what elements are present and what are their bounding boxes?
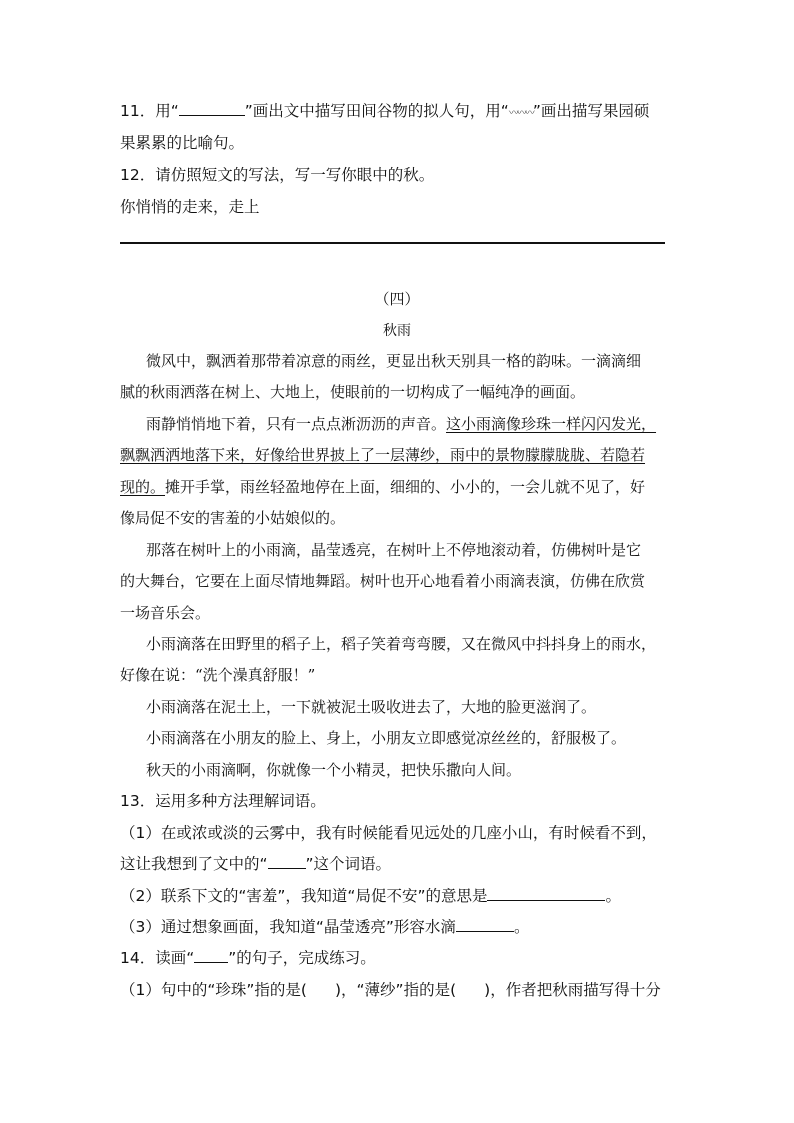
passage-p1-line2: 腻的秋雨洒落在树上、大地上，使眼前的一切构成了一幅纯净的画面。	[120, 383, 586, 401]
passage-p5: 小雨滴落在泥土上，一下就被泥土吸收进去了，大地的脸更滋润了。	[146, 698, 597, 716]
q13-s2-text-b: 。	[605, 887, 621, 905]
q14-s1	[120, 979, 661, 1001]
q14-s1-text-a: （1）句中的“珍珠”指的是(	[120, 981, 307, 999]
passage-p4-line1: 小雨滴落在田野里的稻子上，稻子笑着弯弯腰，又在微风中抖抖身上的雨水，	[146, 635, 657, 653]
q13-s1-text-b: ”这个词语。	[305, 855, 392, 873]
q13-title: 13．运用多种方法理解词语。	[120, 792, 326, 810]
passage-p2-text-a: 雨静悄悄地下着，只有一点点淅沥沥的声音。	[146, 415, 447, 433]
q13-s2-blank[interactable]	[487, 886, 605, 901]
passage-title: 秋雨	[383, 323, 411, 339]
q14-underline-mark	[194, 948, 228, 963]
section-number: （四）	[374, 290, 420, 308]
passage-p2-line1	[146, 413, 656, 435]
underlined-sentence-part2: 飘飘洒洒地落下来，好像给世界披上了一层薄纱，雨中的景物朦朦胧胧、若隐若	[120, 446, 646, 464]
q13-s3-text-b: 。	[513, 918, 530, 936]
q13-s1-line1: （1）在或浓或淡的云雾中，我有时候能看见远处的几座小山，有时候看不到，	[120, 824, 657, 842]
q11-text-c: ”画出描写果园硕	[532, 102, 650, 120]
q14-title-text-b: ”的句子，完成练习。	[228, 949, 376, 967]
q12-answer-line[interactable]	[120, 242, 665, 244]
q13-s2	[120, 885, 621, 907]
q13-s1-blank[interactable]	[268, 854, 306, 869]
q11-line1	[120, 100, 649, 125]
passage-p6: 小雨滴落在小朋友的脸上、身上，小朋友立即感觉凉丝丝的，舒服极了。	[146, 729, 627, 747]
q12-line2: 你悄悄的走来，走上	[120, 198, 260, 216]
q13-s3-blank[interactable]	[456, 917, 514, 932]
q14-s1-text-b: )，“薄纱”指的是(	[334, 981, 457, 999]
q13-s1-line2	[120, 853, 391, 875]
q12-line1: 12．请仿照短文的写法，写一写你眼中的秋。	[120, 166, 435, 184]
wavy-line-mark: 〰〰〰	[508, 108, 533, 119]
q14-s1-text-c: )，作者把秋雨描写得十分	[484, 981, 661, 999]
passage-p3-line2: 的大舞台，它要在上面尽情地舞蹈。树叶也开心地看着小雨滴表演，仿佛在欣赏	[120, 572, 646, 590]
q14-title	[120, 947, 376, 969]
q13-s1-text-a: 这让我想到了文中的“	[120, 855, 268, 873]
passage-p4-line2: 好像在说：“洗个澡真舒服！”	[120, 666, 316, 684]
underlined-sentence-part1: 这小雨滴像珍珠一样闪闪发光，	[446, 415, 657, 433]
q14-title-text-a: 14．读画“	[120, 949, 195, 967]
underlined-sentence-part3: 现的。	[120, 478, 166, 496]
q11-text-a: 11．用“	[120, 102, 179, 120]
q11-text-b: ”画出文中描写田间谷物的拟人句，用“	[244, 102, 509, 120]
q13-s2-text-a: （2）联系下文的“害羞”，我知道“局促不安”的意思是	[120, 887, 488, 905]
passage-p3-line1: 那落在树叶上的小雨滴，晶莹透亮，在树叶上不停地滚动着，仿佛树叶是它	[146, 541, 642, 559]
passage-p1-line1: 微风中，飘洒着那带着凉意的雨丝，更显出秋天别具一格的韵味。一滴滴细	[146, 352, 642, 370]
q13-s3-text-a: （3）通过想象画面，我知道“晶莹透亮”形容水滴	[120, 918, 456, 936]
q13-s3	[120, 916, 529, 938]
q11-line2: 果累累的比喻句。	[120, 134, 245, 152]
passage-p2-text-b: 摊开手掌，雨丝轻盈地停在上面，细细的、小小的，一会儿就不见了，好	[165, 478, 646, 496]
passage-p3-line3: 一场音乐会。	[120, 604, 211, 622]
passage-p2-line4: 像局促不安的害羞的小姑娘似的。	[120, 509, 346, 527]
passage-p2-line3	[120, 476, 645, 498]
q11-straight-line-blank	[179, 101, 245, 116]
passage-p7: 秋天的小雨滴啊，你就像一个小精灵，把快乐撒向人间。	[146, 761, 522, 779]
